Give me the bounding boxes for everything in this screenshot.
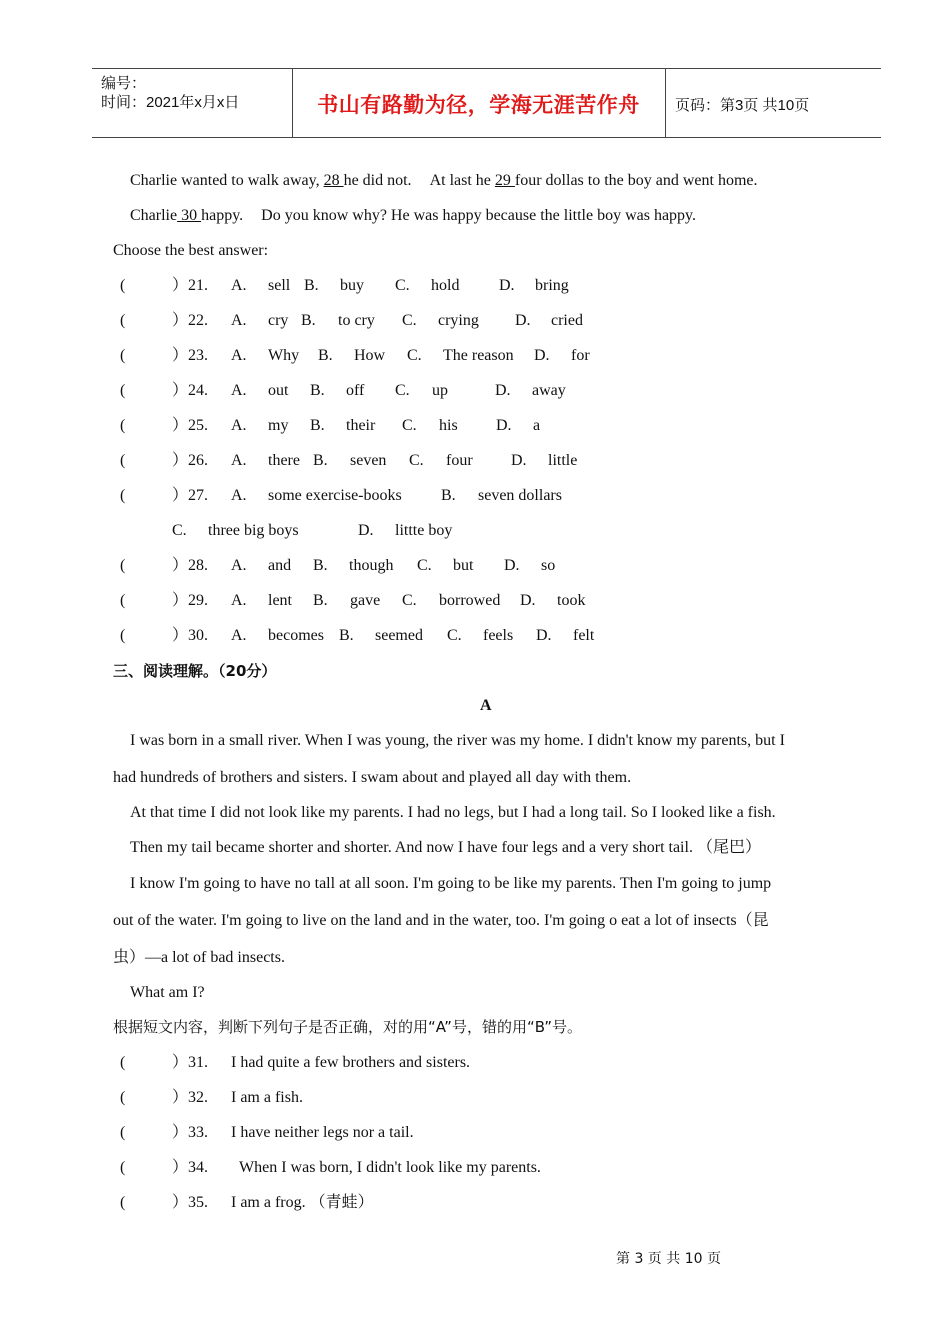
option-d-text: away — [532, 382, 566, 399]
question-number: ）34. — [172, 1159, 209, 1176]
option-c-letter: C. — [417, 557, 432, 574]
header-motto: 书山有路勤为径，学海无涯苦作舟 — [317, 93, 640, 117]
option-b-text: buy — [340, 277, 364, 294]
paren-open: ( — [120, 277, 126, 294]
passage-line: At that time I did not look like my parents. I had no legs, but I had a long tail. So I looked like a fish. — [130, 804, 776, 821]
option-b-text: to cry — [338, 312, 375, 329]
header-time-label: 时间：2021年x月x日 — [101, 94, 240, 111]
option-a-text: lent — [268, 592, 292, 609]
option-b-letter: B. — [313, 557, 328, 574]
option-b-text: seven — [350, 452, 387, 469]
option-b-text: seemed — [375, 627, 423, 644]
option-b-text: gave — [350, 592, 381, 609]
option-b-letter: B. — [313, 452, 328, 469]
option-b-text: How — [354, 347, 386, 364]
page-footer: 第 3 页 共 10 页 — [616, 1251, 721, 1267]
option-a-text: Why — [268, 347, 300, 364]
option-c-text: crying — [438, 312, 479, 329]
option-c-text: feels — [483, 627, 514, 644]
option-c-text: but — [453, 557, 474, 574]
option-a-text: there — [268, 452, 300, 469]
cloze-line-1 — [130, 171, 758, 191]
passage-line: Then my tail became shorter and shorter. And now I have four legs and a very short tail. （尾巴） — [130, 839, 761, 856]
question-number: ）35. — [172, 1194, 209, 1211]
option-c-letter: C. — [447, 627, 462, 644]
passage-question: What am I? — [130, 984, 205, 1001]
cloze-text: he did not. — [343, 172, 412, 189]
paren-open: ( — [120, 312, 126, 329]
option-d-text: for — [571, 347, 590, 364]
passage-line: had hundreds of brothers and sisters. I swam about and played all day with them. — [113, 769, 632, 786]
choose-label: Choose the best answer: — [113, 242, 269, 259]
option-d-text: bring — [535, 277, 569, 294]
option-a-text: becomes — [268, 627, 324, 644]
blank-29: 29 — [494, 172, 515, 189]
passage-label: A — [480, 697, 492, 714]
cloze-line-2 — [130, 206, 696, 226]
header-page-code: 页码：第3页 共10页 — [675, 97, 810, 114]
option-c-letter: C. — [395, 277, 410, 294]
passage-line: 虫）—a lot of bad insects. — [113, 949, 285, 966]
option-a-text: sell — [268, 277, 291, 294]
header-right-cell — [665, 69, 881, 137]
option-a-letter: A. — [231, 452, 247, 469]
passage-line: I was born in a small river. When I was young, the river was my home. I didn't know my parents, but I — [130, 732, 785, 749]
option-a-letter: A. — [231, 417, 247, 434]
option-d-text: took — [557, 592, 586, 609]
paren-open: ( — [120, 627, 126, 644]
option-c-letter: C. — [395, 382, 410, 399]
header-number-label: 编号： — [101, 75, 147, 92]
question-number: ）26. — [172, 452, 209, 469]
option-d-text: little — [548, 452, 578, 469]
option-b-text: off — [346, 382, 365, 399]
option-b-text: seven dollars — [478, 487, 562, 504]
question-number: ）22. — [172, 312, 209, 329]
question-number: ）29. — [172, 592, 209, 609]
option-d-text: cried — [551, 312, 583, 329]
question-number: ）25. — [172, 417, 209, 434]
option-a-letter: A. — [231, 312, 247, 329]
option-c-letter: C. — [402, 417, 417, 434]
tf-statement: I had quite a few brothers and sisters. — [231, 1054, 471, 1071]
option-b-letter: B. — [301, 312, 316, 329]
question-number: ）23. — [172, 347, 209, 364]
option-b-text: though — [349, 557, 394, 574]
cloze-text: happy. — [201, 207, 244, 224]
option-b-letter: B. — [339, 627, 354, 644]
option-c-text: four — [446, 452, 473, 469]
question-number: ）31. — [172, 1054, 209, 1071]
paren-open: ( — [120, 382, 126, 399]
paren-open: ( — [120, 1089, 126, 1106]
option-b-letter: B. — [313, 592, 328, 609]
option-a-letter: A. — [231, 557, 247, 574]
option-a-text: my — [268, 417, 289, 434]
section-3-heading: 三、阅读理解。（20分） — [113, 662, 277, 680]
paren-open: ( — [120, 452, 126, 469]
option-b-letter: B. — [310, 382, 325, 399]
option-a-text: and — [268, 557, 292, 574]
option-c-text: his — [439, 417, 458, 434]
question-number: ）30. — [172, 627, 209, 644]
option-d-letter: D. — [496, 417, 512, 434]
question-number: ）33. — [172, 1124, 209, 1141]
tf-statement: When I was born, I didn't look like my parents. — [239, 1159, 541, 1176]
option-d-letter: D. — [520, 592, 536, 609]
option-d-letter: D. — [499, 277, 515, 294]
option-a-letter: A. — [231, 347, 247, 364]
question-number: ）24. — [172, 382, 209, 399]
question-number: ）28. — [172, 557, 209, 574]
option-d-letter: D. — [358, 522, 374, 539]
option-c-text: up — [432, 382, 448, 399]
passage-line: out of the water. I'm going to live on the land and in the water, too. I'm going o eat a lot of insects（昆 — [113, 912, 769, 929]
paren-open: ( — [120, 1194, 126, 1211]
option-d-text: littte boy — [395, 522, 453, 539]
paren-open: ( — [120, 1124, 126, 1141]
option-c-letter: C. — [402, 312, 417, 329]
option-b-letter: B. — [310, 417, 325, 434]
option-d-letter: D. — [534, 347, 550, 364]
passage-line: I know I'm going to have no tall at all soon. I'm going to be like my parents. Then I'm going to jump — [130, 875, 772, 892]
option-a-letter: A. — [231, 592, 247, 609]
option-d-text: a — [533, 417, 541, 434]
option-a-text: cry — [268, 312, 289, 329]
tf-instruction: 根据短文内容，判断下列句子是否正确，对的用“A”号，错的用“B”号。 — [113, 1018, 582, 1036]
cloze-text: Charlie — [130, 207, 178, 224]
option-a-text: some exercise-books — [268, 487, 402, 504]
option-b-letter: B. — [441, 487, 456, 504]
option-a-letter: A. — [231, 277, 247, 294]
option-c-letter: C. — [172, 522, 187, 539]
option-d-text: so — [541, 557, 556, 574]
option-c-letter: C. — [409, 452, 424, 469]
tf-statement: I have neither legs nor a tail. — [231, 1124, 414, 1141]
option-c-letter: C. — [402, 592, 417, 609]
option-c-text: borrowed — [439, 592, 501, 609]
cloze-text: At last he — [429, 172, 491, 189]
paren-open: ( — [120, 487, 126, 504]
tf-statement: I am a fish. — [231, 1089, 303, 1106]
option-c-text: hold — [431, 277, 460, 294]
option-d-letter: D. — [515, 312, 531, 329]
paren-open: ( — [120, 1159, 126, 1176]
option-b-letter: B. — [304, 277, 319, 294]
cloze-text: four dollas to the boy and went home. — [514, 172, 758, 189]
question-number: ）27. — [172, 487, 209, 504]
blank-28: 28 — [323, 172, 344, 189]
option-d-letter: D. — [504, 557, 520, 574]
paren-open: ( — [120, 417, 126, 434]
option-b-text: their — [346, 417, 376, 434]
option-c-letter: C. — [407, 347, 422, 364]
cloze-text: Do you know why? He was happy because the little boy was happy. — [261, 207, 697, 224]
paren-open: ( — [120, 557, 126, 574]
header-middle-cell — [292, 69, 666, 137]
cloze-text: Charlie wanted to walk away, — [130, 172, 320, 189]
option-a-letter: A. — [231, 487, 247, 504]
paren-open: ( — [120, 347, 126, 364]
page-header — [92, 68, 881, 138]
option-a-letter: A. — [231, 627, 247, 644]
option-c-text: The reason — [443, 347, 514, 364]
option-d-text: felt — [573, 627, 595, 644]
blank-30: 30 — [177, 207, 202, 224]
option-d-letter: D. — [511, 452, 527, 469]
question-number: ）21. — [172, 277, 209, 294]
option-d-letter: D. — [495, 382, 511, 399]
option-a-letter: A. — [231, 382, 247, 399]
option-a-text: out — [268, 382, 289, 399]
option-c-text: three big boys — [208, 522, 299, 539]
option-b-letter: B. — [318, 347, 333, 364]
question-number: ）32. — [172, 1089, 209, 1106]
paren-open: ( — [120, 592, 126, 609]
option-d-letter: D. — [536, 627, 552, 644]
tf-statement: I am a frog. （青蛙） — [231, 1194, 374, 1211]
header-left-cell — [92, 69, 293, 137]
paren-open: ( — [120, 1054, 126, 1071]
